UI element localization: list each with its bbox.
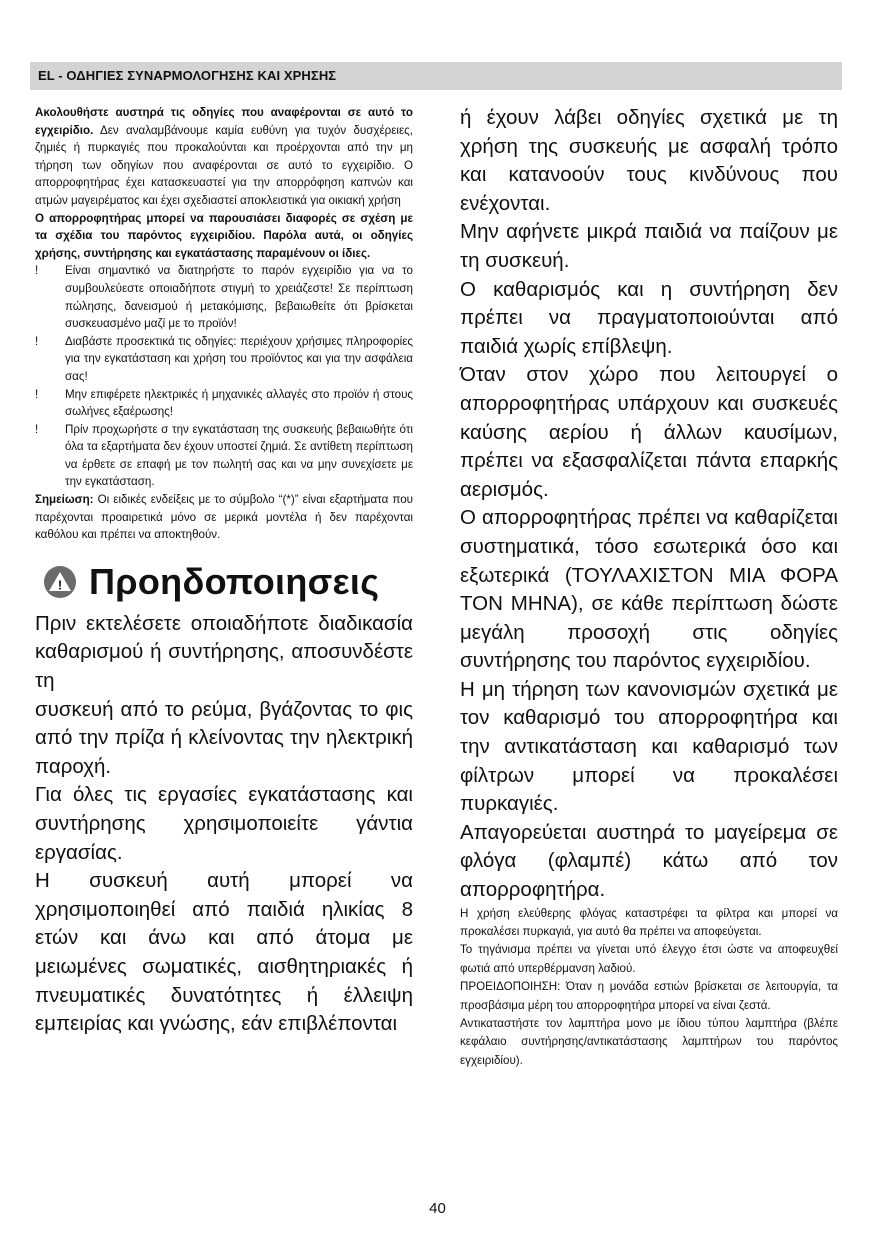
section-header <box>30 62 842 90</box>
warning-paragraph: Ο καθαρισμός και η συντήρηση δεν πρέπει να πραγματοποιούνται από παιδιά χωρίς επίβλεψη. <box>460 277 838 358</box>
warning-paragraph: Όταν στον χώρο που λειτουργεί ο απορροφητήρας υπάρχουν και συσκευές καύσης αερίου ή άλλων καυσίμων, πρέπει να εξασφαλίζεται πάντα επαρκής αερισμός. <box>460 363 838 501</box>
small-warning-paragraph: Αντικαταστήστε τον λαμπτήρα μονο με ίδιου τύπου λαμπτήρα (βλέπε κεφάλαιο συντήρησης/αντικατάστασης λαμπτήρων του παρόντος εγχειριδίου). <box>460 1017 838 1067</box>
bullet-item <box>35 421 413 491</box>
bullet-text: Είναι σημαντικό να διατηρήστε το παρόν εγχειρίδιο για να το συμβουλεύεστε οποιαδήποτε στιγμή το χρειάζεστε! Σε περίπτωση πώλησης, δανεισμού ή μετακόμισης, βεβαιωθείτε ότι βρίσκεται συσκευασμένο μαζί με το προϊόν! <box>65 264 413 331</box>
warning-icon <box>43 565 77 599</box>
bullet-text: Μην επιφέρετε ηλεκτρικές ή μηχανικές αλλαγές στο προϊόν ή στους σωλήνες εξαέρωσης! <box>65 387 413 419</box>
exclamation-icon: ! <box>35 387 39 401</box>
note-label: Σημείωση: <box>35 493 94 507</box>
small-warning-paragraph: Η χρήση ελεύθερης φλόγας καταστρέφει τα φίλτρα και μπορεί να προκαλέσει πυρκαγιά, για αυτό θα πρέπει να αποφεύγεται. <box>460 906 838 939</box>
warning-paragraph: συσκευή από το ρεύμα, βγάζοντας το φις από την πρίζα ή κλείνοντας την ηλεκτρική παροχή. <box>35 697 413 778</box>
warning-paragraph: Μην αφήνετε μικρά παιδιά να παίζουν με τη συσκευή. <box>460 220 838 272</box>
small-warning-paragraph: ΠΡΟΕΙΔΟΠΟΙΗΣΗ: Όταν η μονάδα εστιών βρίσκεται σε λειτουργία, τα προσβάσιμα μέρη του απορροφητήρα μπορεί να είναι ζεστά. <box>460 980 838 1012</box>
exclamation-icon: ! <box>35 334 39 348</box>
warning-paragraph: Η μη τήρηση των κανονισμών σχετικά με τον καθαρισμό του απορροφητήρα και την αντικατάσταση και καθαρισμό των φίλτρων μπορεί να προκαλέσει πυρκαγιές. <box>460 677 838 816</box>
bullet-item <box>35 262 413 332</box>
section-header-title: EL - ΟΔΗΓΙΕΣ ΣΥΝΑΡΜΟΛΟΓΗΣΗΣ ΚΑΙ ΧΡΗΣΗΣ <box>38 68 337 83</box>
note-paragraph <box>35 491 413 544</box>
intro-p1-text: Δεν αναλαμβάνουμε καμία ευθύνη για τυχόν δυσχέρειες, ζημιές ή πυρκαγιές που προκαλούνται και προέρχονται από την μη τήρηση των οδηγίων που αναφέρονται σε αυτό το εγχειρίδιο. Ο απορροφητήρας έχει κατασκευαστεί για την απορρόφηση καπνών και ατμών μαγειρέματος και έχει σχεδιαστεί αποκλειστικά για οικιακή χρήση <box>35 123 413 207</box>
warning-paragraph: Για όλες τις εργασίες εγκατάστασης και συντήρησης χρησιμοποιείτε γάντια εργασίας. <box>35 783 413 864</box>
warning-icon-symbol: ! <box>57 577 63 593</box>
intro-paragraph-2 <box>35 210 413 263</box>
note-text: Οι ειδικές ενδείξεις με το σύμβολο “(*)” είναι εξαρτήματα που παρέχονται προαιρετικά μόνο σε μερικά μοντέλα ή δεν παρέχονται καθόλου και πρέπει να αποκτηθούν. <box>35 493 413 542</box>
bullet-item <box>35 386 413 421</box>
page-number: 40 <box>429 1200 446 1217</box>
intro-paragraph-1 <box>35 104 413 210</box>
warning-paragraph: ή έχουν λάβει οδηγίες σχετικά με τη χρήση της συσκευής με ασφαλή τρόπο και κατανοούν τους κινδύνους που ενέχονται. <box>460 106 838 215</box>
warnings-heading <box>35 558 413 606</box>
warning-paragraph: Ο απορροφητήρας πρέπει να καθαρίζεται συστηματικά, τόσο εσωτερικά όσο και εξωτερικά (ΤΟΥΛΑΧΙΣΤΟΝ ΜΙΑ ΦΟΡΑ ΤΟΝ ΜΗΝΑ), σε κάθε περίπτωση δώστε μεγάλη προσοχή στις οδηγίες συντήρησης του παρόντος εγχειριδίου. <box>460 506 838 673</box>
bullet-text: Διαβάστε προσεκτικά τις οδηγίες: περιέχουν χρήσιμες πληροφορίες για την εγκατάσταση και χρήση του προϊόντος και για την ασφάλεια σας! <box>65 334 413 383</box>
warnings-title: Προηδοποιησεις <box>89 560 380 602</box>
bullet-text: Πρίν προχωρήστε σ την εγκατάσταση της συσκευής βεβαιωθήτε ότι όλα τα εξαρτήματα δεν έχουν υποστεί ζημιά. Σε αντίθετη περίπτωση να έρθετε σε επαφή με τον πωλητή σας και να μην συνεχίσετε με την εγκατάσταση. <box>65 422 413 489</box>
intro-p2-bold: Ο απορροφητήρας μπορεί να παρουσιάσει διαφορές σε σχέση με τα σχέδια του παρόντος εγχειριδίου. Παρόλα αυτά, οι οδηγίες χρήσης, συντήρησης και εγκατάστασης παραμένουν οι ίδιες. <box>35 211 413 260</box>
warning-paragraph: Απαγορεύεται αυστηρά το μαγείρεμα σε φλόγα (φλαμπέ) κάτω από τον απορροφητήρα. <box>460 820 838 902</box>
right-column <box>460 104 838 1070</box>
left-column <box>35 104 413 1039</box>
intro-p1-bold: Ακολουθήστε αυστηρά τις οδηγίες που αναφέρονται σε αυτό το εγχειρίδιο. <box>35 106 413 137</box>
small-warning-paragraph: Το τηγάνισμα πρέπει να γίνεται υπό έλεγχο έτσι ώστε να αποφευχθεί φωτιά από υπερθέρμανση λαδιού. <box>460 943 838 975</box>
exclamation-icon: ! <box>35 422 39 436</box>
warning-paragraph: Πριν εκτελέσετε οποιαδήποτε διαδικασία καθαρισμού ή συντήρησης, αποσυνδέστε τη <box>35 611 413 693</box>
warning-paragraph: Η συσκευή αυτή μπορεί να χρησιμοποιηθεί από παιδιά ηλικίας 8 ετών και άνω και από άτομα με μειωμένες σωματικές, αισθητηριακές ή πνευματικές δυνατότητες ή έλλειψη εμπειρίας και γνώσης, εάν επιβλέπονται <box>35 869 413 1036</box>
exclamation-icon: ! <box>35 264 39 278</box>
bullet-item <box>35 333 413 386</box>
